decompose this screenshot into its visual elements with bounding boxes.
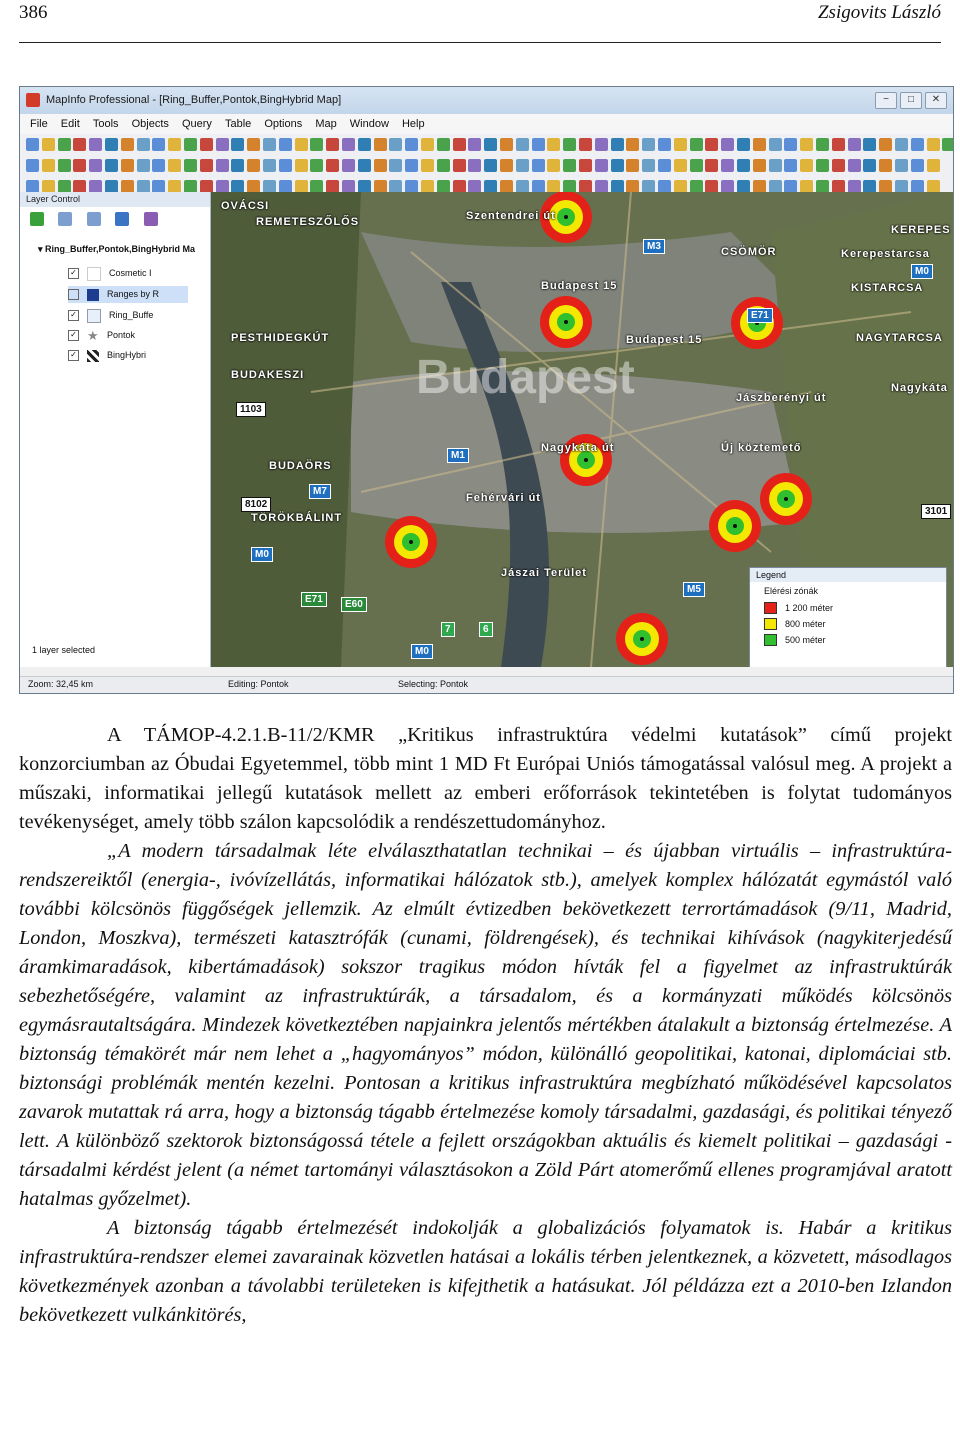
tool-icon[interactable] bbox=[105, 159, 118, 172]
tool-icon[interactable] bbox=[216, 138, 229, 151]
app-icon bbox=[26, 93, 40, 107]
tool-icon[interactable] bbox=[816, 159, 829, 172]
map-place-label: REMETESZŐLŐS bbox=[256, 216, 360, 228]
menu-objects[interactable]: Objects bbox=[131, 118, 169, 130]
menu-bar bbox=[20, 114, 953, 134]
visibility-checkbox[interactable]: ✓ bbox=[68, 350, 79, 361]
window-title: MapInfo Professional - [Ring_Buffer,Pontok,BingHybrid Map] bbox=[46, 94, 342, 106]
road-shield: M1 bbox=[447, 448, 469, 463]
map-place-label: NAGYTARCSA bbox=[856, 332, 943, 344]
tool-icon[interactable] bbox=[279, 159, 292, 172]
map-place-label: BUDAÖRS bbox=[269, 460, 332, 472]
layer-row-binghybrid[interactable]: ✓ BingHybri bbox=[68, 347, 146, 364]
menu-help[interactable]: Help bbox=[401, 118, 425, 130]
tool-icon[interactable] bbox=[405, 159, 418, 172]
tool-icon[interactable] bbox=[184, 159, 197, 172]
tool-icon[interactable] bbox=[753, 138, 766, 151]
layer-row-cosmetic[interactable]: ✓ Cosmetic I bbox=[68, 265, 152, 282]
map-place-label: BUDAKESZI bbox=[231, 369, 305, 381]
tool-icon[interactable] bbox=[389, 138, 402, 151]
paragraph: A TÁMOP-4.2.1.B-11/2/KMR „Kritikus infrastruktúra védelmi kutatások” című projekt konzorciumban az Óbudai Egyetemmel, több mint 1 MD Ft Európai Uniós támogatással valósul meg. A projekt a műszaki, informatikai jellegű kutatások mellett az emberi erőforrások tekintetében is folytat tudományos tevékenységet, amely több szálon kapcsolódik a rendészettudományhoz. bbox=[19, 724, 952, 833]
running-author: Zsigovits László bbox=[817, 2, 941, 23]
tool-icon[interactable] bbox=[611, 159, 624, 172]
road-shield: M5 bbox=[683, 582, 705, 597]
tool-icon[interactable] bbox=[579, 159, 592, 172]
tool-icon[interactable] bbox=[200, 159, 213, 172]
tool-icon[interactable] bbox=[168, 138, 181, 151]
tool-icon[interactable] bbox=[674, 138, 687, 151]
tool-icon[interactable] bbox=[374, 138, 387, 151]
tool-icon[interactable] bbox=[500, 159, 513, 172]
toolbar-drawing[interactable] bbox=[20, 155, 953, 178]
tool-icon[interactable] bbox=[58, 159, 71, 172]
legend-swatch bbox=[764, 602, 777, 614]
close-button[interactable]: ✕ bbox=[925, 92, 947, 109]
map-city-label: Budapest bbox=[416, 351, 635, 404]
add-layer-icon[interactable] bbox=[30, 212, 44, 226]
tool-icon[interactable] bbox=[800, 159, 813, 172]
tool-icon[interactable] bbox=[595, 138, 608, 151]
tool-icon[interactable] bbox=[453, 159, 466, 172]
map-place-label: KISTARCSA bbox=[851, 282, 924, 294]
ring-buffer-zone bbox=[409, 540, 413, 544]
road-shield: M0 bbox=[911, 264, 933, 279]
tool-icon[interactable] bbox=[437, 138, 450, 151]
raster-icon bbox=[87, 350, 99, 362]
tool-icon[interactable] bbox=[611, 138, 624, 151]
legend-title: Legend bbox=[750, 568, 946, 582]
tool-icon[interactable] bbox=[168, 159, 181, 172]
ring-buffer-zone bbox=[584, 458, 588, 462]
map-place-label: PESTHIDEGKÚT bbox=[231, 332, 330, 344]
layer-control-toolbar bbox=[30, 212, 200, 232]
tool-icon[interactable] bbox=[216, 159, 229, 172]
tool-icon[interactable] bbox=[737, 138, 750, 151]
toolbar-standard[interactable] bbox=[20, 134, 953, 157]
tool-icon[interactable] bbox=[816, 138, 829, 151]
map-place-label: Új köztemető bbox=[721, 442, 802, 454]
tool-icon[interactable] bbox=[358, 138, 371, 151]
tool-icon[interactable] bbox=[769, 159, 782, 172]
tool-icon[interactable] bbox=[658, 138, 671, 151]
legend-item: 500 méter bbox=[764, 634, 826, 646]
tool-icon[interactable] bbox=[42, 159, 55, 172]
tool-icon[interactable] bbox=[121, 159, 134, 172]
tool-icon[interactable] bbox=[152, 159, 165, 172]
tool-icon[interactable] bbox=[626, 138, 639, 151]
tool-icon[interactable] bbox=[721, 138, 734, 151]
tool-icon[interactable] bbox=[879, 138, 892, 151]
tool-icon[interactable] bbox=[927, 159, 940, 172]
menu-table[interactable]: Table bbox=[224, 118, 252, 130]
tool-icon[interactable] bbox=[389, 159, 402, 172]
layer-control-title: Layer Control bbox=[20, 192, 210, 207]
tool-icon[interactable] bbox=[705, 138, 718, 151]
toolbar-tools[interactable] bbox=[20, 176, 953, 193]
tool-icon[interactable] bbox=[26, 138, 39, 151]
tool-icon[interactable] bbox=[753, 159, 766, 172]
tool-icon[interactable] bbox=[73, 159, 86, 172]
tool-icon[interactable] bbox=[137, 138, 150, 151]
tool-icon[interactable] bbox=[42, 138, 55, 151]
road-shield: E60 bbox=[341, 597, 367, 612]
page-header bbox=[19, 0, 941, 42]
editing-status: Editing: Pontok bbox=[228, 679, 289, 689]
page-number: 386 bbox=[19, 2, 48, 23]
tool-icon[interactable] bbox=[326, 138, 339, 151]
menu-edit[interactable]: Edit bbox=[60, 118, 80, 130]
tool-icon[interactable] bbox=[58, 138, 71, 151]
map-place-label: Nagykáta bbox=[891, 382, 948, 394]
tool-icon[interactable] bbox=[437, 159, 450, 172]
tool-icon[interactable] bbox=[342, 159, 355, 172]
map-place-label: Fehérvári út bbox=[466, 492, 541, 504]
map-place-label: Kerepestarcsa bbox=[841, 248, 930, 260]
tool-icon[interactable] bbox=[769, 138, 782, 151]
road-shield: 7 bbox=[441, 622, 455, 637]
tool-icon[interactable] bbox=[279, 138, 292, 151]
road-shield: 1103 bbox=[236, 402, 266, 417]
quoted-paragraph: A biztonság tágabb értelmezését indokolják a globalizációs folyamatok is. Habár a kritikus infrastruktúra-rendszer elemei zavarainak közvetlen hatásai a lokális térben jelentkeznek, a közvetett, másodlagos következmények azonban a távolabbi területeken is kifejthetik a hatásukat. Jól példázza ezt a 2010-ben Izlandon bekövetkezett vulkánkitörés, bbox=[19, 1217, 952, 1326]
tool-icon[interactable] bbox=[911, 138, 924, 151]
mapinfo-screenshot bbox=[19, 86, 954, 694]
layer-properties-icon[interactable] bbox=[115, 212, 129, 226]
map-window[interactable] bbox=[211, 192, 953, 667]
tool-icon[interactable] bbox=[152, 138, 165, 151]
road-shield: M3 bbox=[643, 239, 665, 254]
ring-buffer-zone bbox=[564, 215, 568, 219]
tool-icon[interactable] bbox=[895, 159, 908, 172]
tool-icon[interactable] bbox=[105, 138, 118, 151]
tool-icon[interactable] bbox=[137, 159, 150, 172]
map-place-label: Szentendrei út bbox=[466, 210, 556, 222]
tool-icon[interactable] bbox=[516, 138, 529, 151]
tool-icon[interactable] bbox=[247, 159, 260, 172]
tool-icon[interactable] bbox=[658, 159, 671, 172]
selecting-status: Selecting: Pontok bbox=[398, 679, 469, 689]
tool-icon[interactable] bbox=[453, 138, 466, 151]
tool-icon[interactable] bbox=[295, 159, 308, 172]
tool-icon[interactable] bbox=[500, 138, 513, 151]
tool-icon[interactable] bbox=[579, 138, 592, 151]
tool-icon[interactable] bbox=[721, 159, 734, 172]
tool-icon[interactable] bbox=[690, 159, 703, 172]
menu-window[interactable]: Window bbox=[349, 118, 389, 130]
tool-icon[interactable] bbox=[674, 159, 687, 172]
tool-icon[interactable] bbox=[642, 138, 655, 151]
tool-icon[interactable] bbox=[484, 159, 497, 172]
status-bar bbox=[20, 676, 953, 693]
legend-subtitle: Elérési zónák bbox=[764, 586, 819, 596]
map-place-label: Budapest 15 bbox=[541, 280, 618, 292]
minimize-button[interactable]: − bbox=[875, 92, 897, 109]
road-shield: M0 bbox=[411, 644, 433, 659]
visibility-checkbox[interactable]: ✓ bbox=[68, 330, 79, 341]
tool-icon[interactable] bbox=[532, 138, 545, 151]
menu-file[interactable]: File bbox=[30, 118, 48, 130]
tool-icon[interactable] bbox=[690, 138, 703, 151]
tool-icon[interactable] bbox=[405, 138, 418, 151]
layer-icon bbox=[87, 309, 101, 323]
tool-icon[interactable] bbox=[848, 138, 861, 151]
layer-row-ring-buffer[interactable]: ✓ Ring_Buffe bbox=[68, 307, 153, 324]
tool-icon[interactable] bbox=[784, 138, 797, 151]
tool-icon[interactable] bbox=[895, 138, 908, 151]
map-place-label: Jászai Terület bbox=[501, 567, 587, 579]
tool-icon[interactable] bbox=[121, 138, 134, 151]
visibility-checkbox[interactable]: ✓ bbox=[68, 268, 79, 279]
road-shield: M7 bbox=[309, 484, 331, 499]
maximize-button[interactable]: □ bbox=[900, 92, 922, 109]
tool-icon[interactable] bbox=[374, 159, 387, 172]
layer-row-ranges[interactable]: Ranges by R bbox=[68, 286, 188, 303]
ring-buffer-zone bbox=[640, 637, 644, 641]
map-place-label: Nagykáta út bbox=[541, 442, 615, 454]
road-shield: 8102 bbox=[241, 497, 271, 512]
layer-selection-status: 1 layer selected bbox=[32, 645, 96, 655]
legend-swatch bbox=[764, 618, 777, 630]
header-rule bbox=[19, 42, 941, 43]
map-window-node[interactable]: ▾ Ring_Buffer,Pontok,BingHybrid Ma bbox=[38, 244, 196, 254]
tool-icon[interactable] bbox=[705, 159, 718, 172]
tool-icon[interactable] bbox=[879, 159, 892, 172]
map-place-label: OVÁCSI bbox=[221, 200, 270, 212]
tool-icon[interactable] bbox=[863, 159, 876, 172]
quoted-paragraph: „A modern társadalmak léte elválaszthatatlan technikai – és újabban virtuális – infrastruktúra-rendszereiktől (energia-, ivóvízellátás, informatikai hálózatok stb.), amelyek komplex hálózatát egymástól való további kölcsönös függőségek jellemzik. Az elmúlt évtizedben bekövetkezett terrortámadások (9/11, Madrid, London, Moszkva), természeti katasztrófák (cunami, földrengések), és technikai kihívások (nagykiterjedésű áramkimaradások, kibertámadások) sokszor tragikus módon hívták fel a figyelmet az infrastruktúrák sebezhetőségére, valamint az infrastruktúrák, a társadalom, és a kormányzati működés kölcsönös egymásrautaltságára. Mindezek következtében napjainkra jelentős mértékben átalakult a biztonság értelmezése. A biztonság témakörét már nem lehet a „hagyományos” módon, különálló geopolitikai, katonai, diplomáciai stb. biztonsági problémák mentén kezelni. Pontosan a kritikus infrastruktúra megbízható működésével kapcsolatos zavarok mutattak rá arra, hogy a biztonság tágabb értelmezése komoly társadalmi, gazdasági, és politikai tényező lett. A különböző szektorok biztonságossá tétele a fejlett országokban aktuális és kiemelt politikai – gazdasági - társadalmi kérdést jelent (a német tartományi választásokon a Zöld Párt atomerőmű ellenes programjával aratott hatalmas győzelmet). bbox=[19, 840, 952, 1210]
tool-icon[interactable] bbox=[532, 159, 545, 172]
layer-row-pontok[interactable]: ✓ ★ Pontok bbox=[68, 327, 135, 344]
tool-icon[interactable] bbox=[73, 138, 86, 151]
title-bar bbox=[20, 87, 953, 114]
tool-icon[interactable] bbox=[927, 138, 940, 151]
legend-item: 800 méter bbox=[764, 618, 826, 630]
tool-icon[interactable] bbox=[942, 138, 954, 151]
tool-icon[interactable] bbox=[737, 159, 750, 172]
tool-icon[interactable] bbox=[263, 159, 276, 172]
tool-icon[interactable] bbox=[310, 138, 323, 151]
menu-options[interactable]: Options bbox=[264, 118, 303, 130]
tool-icon[interactable] bbox=[784, 159, 797, 172]
ring-buffer-zone bbox=[784, 497, 788, 501]
tool-icon[interactable] bbox=[295, 138, 308, 151]
tool-icon[interactable] bbox=[247, 138, 260, 151]
tool-icon[interactable] bbox=[342, 138, 355, 151]
road-shield: E71 bbox=[301, 592, 327, 607]
tool-icon[interactable] bbox=[832, 159, 845, 172]
menu-tools[interactable]: Tools bbox=[92, 118, 119, 130]
tool-icon[interactable] bbox=[516, 159, 529, 172]
theme-layer-icon bbox=[87, 289, 99, 301]
map-place-label: Jászberényi út bbox=[736, 392, 827, 404]
map-place-label: TÖRÖKBÁLINT bbox=[251, 512, 343, 524]
layer-control-panel bbox=[20, 192, 211, 667]
map-place-label: Budapest 15 bbox=[626, 334, 703, 346]
tool-icon[interactable] bbox=[200, 138, 213, 151]
move-down-icon[interactable] bbox=[87, 212, 101, 226]
tool-icon[interactable] bbox=[484, 138, 497, 151]
tool-icon[interactable] bbox=[358, 159, 371, 172]
legend-item: 1 200 méter bbox=[764, 602, 833, 614]
map-place-label: CSÖMÖR bbox=[721, 246, 777, 258]
road-shield: 6 bbox=[479, 622, 493, 637]
expand-icon[interactable]: ▾ bbox=[38, 244, 46, 254]
tool-icon[interactable] bbox=[800, 138, 813, 151]
ring-buffer-zone bbox=[733, 524, 737, 528]
tool-icon[interactable] bbox=[26, 159, 39, 172]
menu-query[interactable]: Query bbox=[181, 118, 212, 130]
tool-icon[interactable] bbox=[310, 159, 323, 172]
zoom-status: Zoom: 32,45 km bbox=[28, 679, 94, 689]
tool-icon[interactable] bbox=[89, 159, 102, 172]
tool-icon[interactable] bbox=[626, 159, 639, 172]
tool-icon[interactable] bbox=[231, 138, 244, 151]
legend-swatch bbox=[764, 634, 777, 646]
tool-icon[interactable] bbox=[421, 159, 434, 172]
map-place-label: KEREPES bbox=[891, 224, 951, 236]
visibility-checkbox[interactable] bbox=[68, 289, 79, 300]
tool-icon[interactable] bbox=[832, 138, 845, 151]
move-up-icon[interactable] bbox=[58, 212, 72, 226]
tool-icon[interactable] bbox=[547, 138, 560, 151]
tool-icon[interactable] bbox=[911, 159, 924, 172]
star-icon: ★ bbox=[87, 327, 99, 343]
layer-settings-icon[interactable] bbox=[144, 212, 158, 226]
tool-icon[interactable] bbox=[231, 159, 244, 172]
tool-icon[interactable] bbox=[468, 159, 481, 172]
tool-icon[interactable] bbox=[326, 159, 339, 172]
tool-icon[interactable] bbox=[263, 138, 276, 151]
window-controls bbox=[875, 92, 947, 109]
road-shield: 3101 bbox=[921, 504, 951, 519]
tool-icon[interactable] bbox=[563, 159, 576, 172]
visibility-checkbox[interactable]: ✓ bbox=[68, 310, 79, 321]
tool-icon[interactable] bbox=[863, 138, 876, 151]
tool-icon[interactable] bbox=[468, 138, 481, 151]
tool-icon[interactable] bbox=[848, 159, 861, 172]
ring-buffer-zone bbox=[564, 320, 568, 324]
tool-icon[interactable] bbox=[563, 138, 576, 151]
road-shield: E71 bbox=[747, 308, 773, 323]
tool-icon[interactable] bbox=[184, 138, 197, 151]
tool-icon[interactable] bbox=[642, 159, 655, 172]
menu-map[interactable]: Map bbox=[315, 118, 337, 130]
tool-icon[interactable] bbox=[595, 159, 608, 172]
road-shield: M0 bbox=[251, 547, 273, 562]
tool-icon[interactable] bbox=[547, 159, 560, 172]
tool-icon[interactable] bbox=[89, 138, 102, 151]
map-legend bbox=[749, 567, 947, 667]
layer-icon bbox=[87, 267, 101, 281]
tool-icon[interactable] bbox=[421, 138, 434, 151]
body-text bbox=[19, 721, 952, 1330]
